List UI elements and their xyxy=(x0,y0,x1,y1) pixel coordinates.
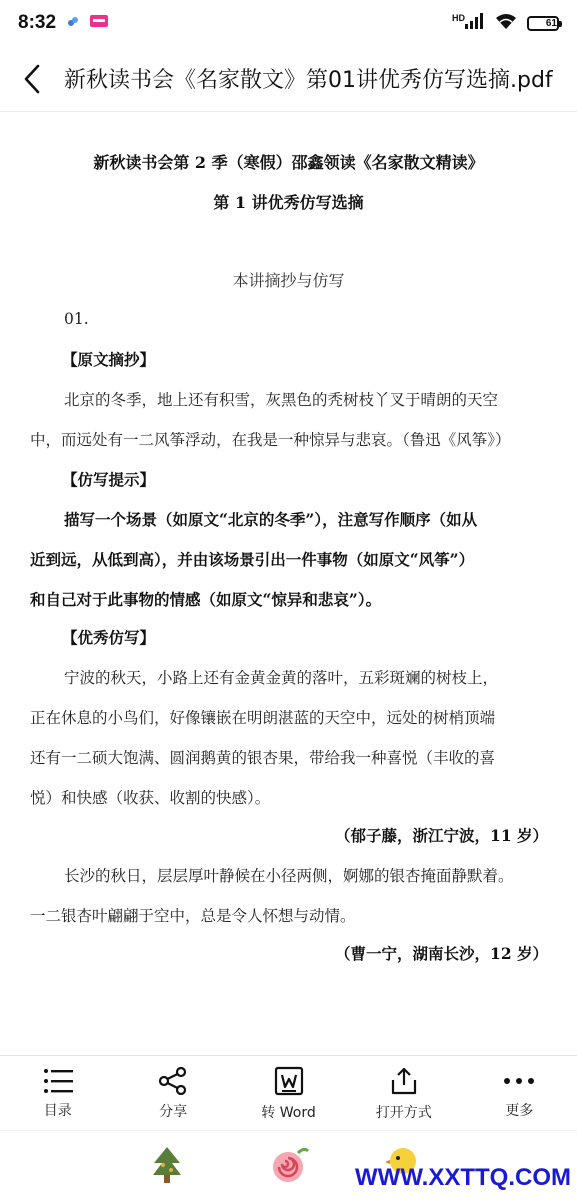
bottom-toolbar xyxy=(0,1055,577,1131)
open-with-label: 打开方式 xyxy=(375,1104,432,1121)
signal-icon xyxy=(465,13,485,33)
sample-author: （郁子藤，浙江宁波，11 岁） xyxy=(335,826,548,845)
status-time: 8:32 xyxy=(18,12,57,33)
title-bar xyxy=(0,46,577,112)
sample-text-line: 正在休息的小鸟们，好像镶嵌在明朗湛蓝的天空中，远处的树梢顶端 xyxy=(30,709,496,727)
hint-text-line: 描写一个场景（如原文“北京的冬季”），注意写作顺序（如从 xyxy=(64,510,478,529)
original-text-line: 中，而远处有一二风筝浮动，在我是一种惊异与悲哀。（鲁迅《风筝》） xyxy=(30,431,511,449)
app-notification-icon xyxy=(66,14,80,33)
word-icon xyxy=(274,1066,304,1096)
chevron-left-icon xyxy=(22,64,42,94)
sample-text-line: 悦）和快感（收获、收割的快感）。 xyxy=(30,789,271,807)
convert-word-button[interactable] xyxy=(231,1056,346,1131)
document-page[interactable] xyxy=(0,112,577,1052)
wifi-icon xyxy=(495,13,517,33)
status-bar xyxy=(0,0,577,46)
back-button[interactable] xyxy=(0,46,64,112)
lecture-heading: 第 1 讲优秀仿写选摘 xyxy=(213,193,364,212)
hint-text-line: 近到远，从低到高），并由该场景引出一件事物（如原文“风筝”） xyxy=(30,550,475,569)
sample-author: （曹一宁，湖南长沙，12 岁） xyxy=(335,944,548,963)
more-button[interactable] xyxy=(462,1056,577,1131)
entry-number: 01. xyxy=(64,310,89,328)
original-section-label: 【原文摘抄】 xyxy=(62,350,156,369)
list-icon xyxy=(43,1068,73,1094)
document-heading: 新秋读书会第 2 季（寒假）邵鑫领读《名家散文精读》 xyxy=(93,153,484,172)
share-icon xyxy=(158,1067,188,1095)
sample-text-line: 宁波的秋天，小路上还有金黄金黄的落叶，五彩斑斓的树枝上， xyxy=(64,669,499,687)
sample-text-line: 一二银杏叶翩翩于空中，总是令人怀想与动情。 xyxy=(30,907,356,925)
hint-section-label: 【仿写提示】 xyxy=(62,470,156,489)
toc-button[interactable] xyxy=(0,1056,115,1131)
excellent-section-label: 【优秀仿写】 xyxy=(62,628,156,647)
more-icon xyxy=(502,1068,536,1094)
hint-text-line: 和自己对于此事物的情感（如原文“惊异和悲哀”）。 xyxy=(30,590,382,609)
share-label: 分享 xyxy=(159,1103,188,1120)
sample-text-line: 还有一二硕大饱满、圆润鹅黄的银杏果，带给我一种喜悦（丰收的喜 xyxy=(30,749,496,767)
section-subheading: 本讲摘抄与仿写 xyxy=(232,271,345,290)
battery-icon: 61 xyxy=(527,16,559,31)
tree-icon xyxy=(150,1145,184,1189)
candy-icon xyxy=(270,1145,310,1189)
open-with-button[interactable] xyxy=(346,1056,461,1131)
open-with-icon xyxy=(389,1066,419,1096)
convert-word-label: 转 Word xyxy=(261,1104,316,1121)
document-title: 新秋读书会《名家散文》第01讲优秀仿写选摘.pdf xyxy=(64,68,553,93)
original-text-line: 北京的冬季，地上还有积雪，灰黑色的秃树枝丫叉于晴朗的天空 xyxy=(64,391,499,409)
toc-label: 目录 xyxy=(43,1102,72,1119)
more-label: 更多 xyxy=(505,1102,534,1119)
share-button[interactable] xyxy=(115,1056,230,1131)
message-notification-icon xyxy=(90,14,108,33)
network-type-label: HD xyxy=(452,13,465,23)
sample-text-line: 长沙的秋日，层层厚叶静候在小径两侧，婀娜的银杏掩面静默着。 xyxy=(64,867,514,885)
site-watermark: WWW.XXTTQ.COM xyxy=(355,1164,571,1191)
